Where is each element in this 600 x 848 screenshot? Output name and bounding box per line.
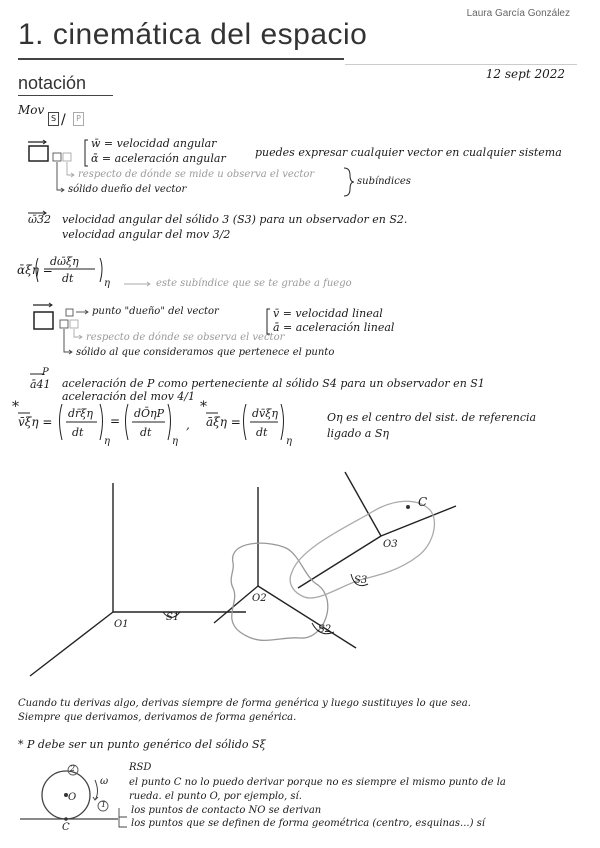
derive-note-line1: Cuando tu derivas algo, derivas siempre de forma genérica y luego sustituyes lo que sea. [18, 698, 471, 709]
v-sub2: η [172, 436, 178, 447]
a41-line1: aceleración de P como perteneciente al sólido S4 para un observador en S1 [62, 377, 485, 390]
wheel-omega-label: ω [100, 776, 109, 787]
a-definition: ᾱ = aceleración angular [91, 152, 226, 165]
origin-o3-label: O3 [383, 539, 398, 550]
mov-p-box: P [73, 112, 84, 126]
origin-o2-label: O2 [252, 593, 267, 604]
alpha-subscript: η [104, 278, 110, 289]
mov-label: Mov [18, 103, 45, 117]
a41-superscript: P [42, 367, 49, 378]
alpha-lhs: ᾱξη = [17, 263, 53, 277]
solid-s1-label: S1 [166, 612, 180, 623]
omega-line2: velocidad angular del mov 3/2 [62, 228, 231, 241]
date: 12 sept 2022 [485, 67, 565, 81]
contact-points-note: los puntos de contacto NO se derivan [131, 805, 322, 816]
v-den1: dt [72, 426, 84, 439]
solid-s2-label: S2 [318, 624, 332, 635]
a-num: dv̄ξη [252, 407, 278, 420]
a41-line2: aceleración del mov 4/1 [62, 390, 195, 403]
wheel-o-label: O [68, 792, 77, 803]
subscript-emphasis-note: este subíndice que se te grabe a fuego [156, 278, 352, 289]
mov-s-box: S [48, 112, 59, 126]
author-name: Laura García González [466, 8, 570, 19]
v-star: * [12, 399, 19, 415]
formula-comma: , [186, 418, 190, 432]
wheel-point1-label: 1 [101, 800, 107, 809]
solid-s3-label: S3 [354, 575, 368, 586]
observer-subscript-note: respecto de dónde se mide u observa el vector [78, 169, 315, 180]
wheel-note-line1: el punto C no lo puedo derivar porque no es siempre el mismo punto de la [129, 777, 506, 788]
origin-o1-label: O1 [114, 619, 129, 630]
v-sub1: η [104, 436, 110, 447]
page-title: 1. cinemática del espacio [18, 18, 368, 51]
derive-note-line2: Siempre que derivamos, derivamos de forma genérica. [18, 712, 297, 723]
v-num2: dŌηP [134, 407, 165, 420]
a-sub: η [286, 436, 292, 447]
v-den2: dt [140, 426, 152, 439]
solid-point-note: sólido al que consideramos que pertenece el punto [76, 347, 335, 358]
point-c-label: C [418, 495, 428, 509]
wheel-note-line2: rueda. el punto O, por ejemplo, sí. [129, 791, 302, 802]
subindices-label: subíndices [357, 176, 411, 187]
point-owner-note: punto "dueño" del vector [92, 306, 219, 317]
omega-line1: velocidad angular del sólido 3 (S3) para un observador en S2. [62, 213, 408, 226]
contact-point [64, 817, 68, 821]
section-subtitle: notación [18, 73, 87, 93]
a41-symbol: ā41 [30, 378, 51, 391]
observe-point-note: respecto de dónde se observa el vector [86, 332, 285, 343]
a-lhs: āξη = [206, 415, 241, 429]
owner-subscript-note: sólido dueño del vector [68, 184, 187, 195]
a-star: * [200, 399, 207, 415]
v-num1: dr̄ξη [68, 407, 93, 420]
alpha-numerator: dω̄ξη [50, 255, 79, 268]
any-system-note: puedes expresar cualquier vector en cualquier sistema [255, 146, 562, 159]
wheel-c-label: C [62, 822, 70, 833]
w-definition: w̄ = velocidad angular [91, 137, 217, 150]
alpha-denominator: dt [62, 272, 74, 285]
v-definition: v̄ = velocidad lineal [273, 307, 383, 320]
wheel-point2-label: 2 [70, 764, 76, 773]
omega-symbol: ω̄32 [28, 213, 51, 226]
rsd-label: RSD [129, 762, 152, 773]
origin-note-line2: ligado a Sη [327, 427, 389, 440]
v-lhs: v̄ξη = [18, 415, 53, 429]
generic-point-note: * P debe ser un punto genérico del sólido Sξ [18, 738, 266, 751]
mov-slash: / [61, 112, 66, 128]
a-den: dt [256, 426, 268, 439]
geometric-points-note: los puntos que se definen de forma geométrica (centro, esquinas...) sí [131, 818, 486, 829]
v-equals: = [110, 414, 121, 428]
a-linear-definition: ā = aceleración lineal [273, 321, 395, 334]
origin-note-line1: Oη es el centro del sist. de referencia [327, 411, 537, 424]
